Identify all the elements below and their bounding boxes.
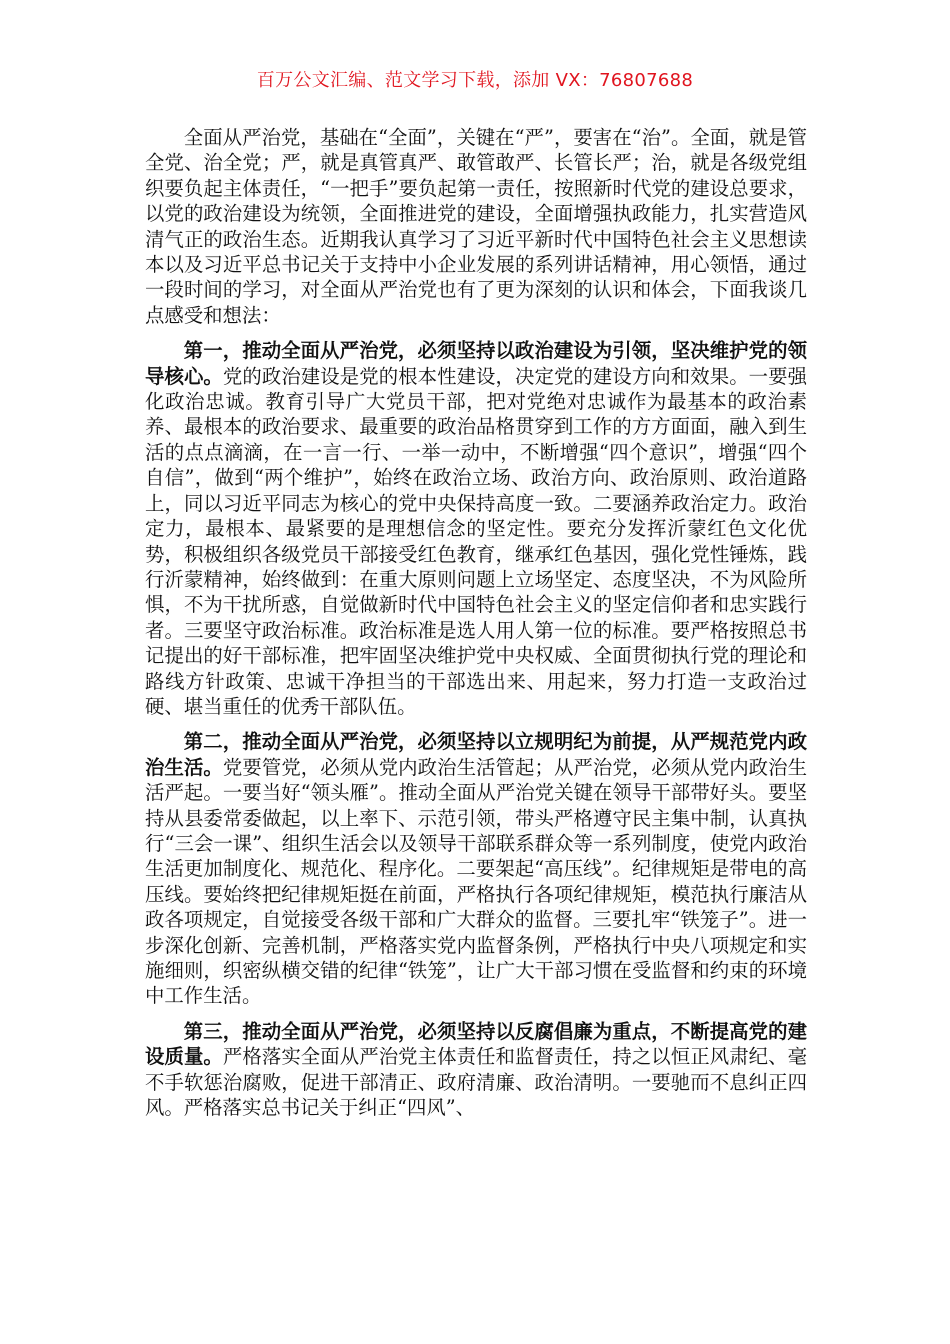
paragraph-text: 党的政治建设是党的根本性建设，决定党的建设方向和效果。一要强化政治忠诚。教育引导广大党员干部，把对党绝对忠诚作为最基本的政治素养、最根本的政治要求、最重要的政治品格贯穿到工作的方方面面，融入到生活的点点滴滴，在一言一行、一举一动中，不断增强“四个意识”，增强“四个自信”，做到“两个维护”，始终在政治立场、政治方向、政治原则、政治道路上，同以习近平同志为核心的党中央保持高度一致。二要涵养政治定力。政治定力，最根本、最紧要的是理想信念的坚定性。要充分发挥沂蒙红色文化优势，积极组织各级党员干部接受红色教育，继承红色基因，强化党性锤炼，践行沂蒙精神，始终做到：在重大原则问题上立场坚定、态度坚决，不为风险所惧，不为干扰所惑，自觉做新时代中国特色社会主义的坚定信仰者和忠实践行者。三要坚守政治标准。政治标准是选人用人第一位的标准。要严格按照总书记提出的好干部标准，把牢固坚决维护党中央权威、全面贯彻执行党的理论和路线方针政策、忠诚干净担当的干部选出来、用起来，努力打造一支政治过硬、堪当重任的优秀干部队伍。 xyxy=(145,364,808,718)
paragraph-point-three xyxy=(145,1019,807,1121)
paragraph-point-two xyxy=(145,729,807,1008)
paragraph-lead: 第三，推动全面从严治党，必须坚持以反腐倡廉为重点，不断提高党的建设质量。 xyxy=(145,1019,807,1069)
paragraph-lead: 第一，推动全面从严治党，必须坚持以政治建设为引领，坚决维护党的领导核心。 xyxy=(145,339,807,388)
paragraph-text: 严格落实全面从严治党主体责任和监督责任，持之以恒正风肃纪、毫不手软惩治腐败，促进干部清正、政府清廉、政治清明。一要驰而不息纠正四风。严格落实总书记关于纠正“四风”、 xyxy=(145,1045,808,1120)
paragraph-point-one xyxy=(145,338,807,719)
paragraph-text: 全面从严治党，基础在“全面”，关键在“严”，要害在“治”。全面，就是管全党、治全党；严，就是真管真严、敢管敢严、长管长严；治，就是各级党组织要负起主体责任，“一把手”要负起第一责任，按照新时代党的建设总要求，以党的政治建设为统领，全面推进党的建设，全面增强执政能力，扎实营造风清气正的政治生态。近期我认真学习了习近平新时代中国特色社会主义思想读本以及习近平总书记关于支持中小企业发展的系列讲话精神，用心领悟，通过一段时间的学习，对全面从严治党也有了更为深刻的认识和体会，下面我谈几点感受和想法： xyxy=(145,126,807,327)
paragraph-intro xyxy=(145,125,807,328)
paragraph-text: 党要管党，必须从党内政治生活管起；从严治党，必须从党内政治生活严起。一要当好“领头雁”。推动全面从严治党关键在领导干部带好头。要坚持从县委常委做起，以上率下、示范引领，带头严格遵守民主集中制，认真执行“三会一课”、组织生活会以及领导干部联系群众等一系列制度，使党内政治生活更加制度化、规范化、程序化。二要架起“高压线”。纪律规矩是带电的高压线。要始终把纪律规矩挺在前面，严格执行各项纪律规矩，模范执行廉洁从政各项规定，自觉接受各级干部和广大群众的监督。三要扎牢“铁笼子”。进一步深化创新、完善机制，严格落实党内监督条例，严格执行中央八项规定和实施细则，织密纵横交错的纪律“铁笼”，让广大干部习惯在受监督和约束的环境中工作生活。 xyxy=(145,755,808,1008)
document-body xyxy=(145,125,807,1120)
header-banner: 百万公文汇编、范文学习下载，添加 VX：76807688 xyxy=(256,70,694,91)
paragraph-lead: 第二，推动全面从严治党，必须坚持以立规明纪为前提，从严规范党内政治生活。 xyxy=(145,730,807,779)
